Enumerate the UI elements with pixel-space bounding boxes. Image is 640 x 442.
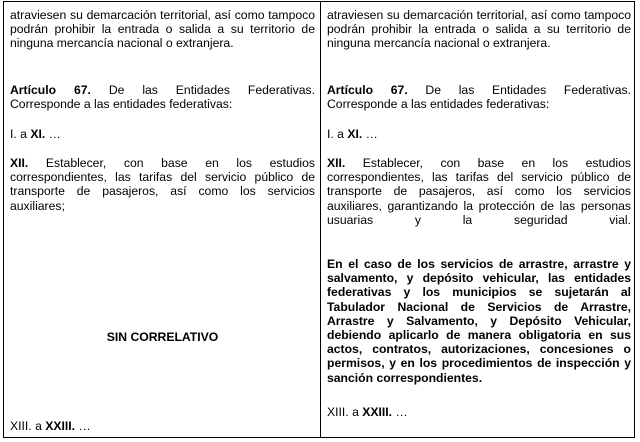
right-range2-tail: … (392, 405, 408, 419)
left-range-xiii-xxiii (10, 419, 315, 433)
right-article-67 (327, 83, 631, 111)
left-article-text: De las Entidades Federativas. Corresponde a las entidades federativas: (10, 83, 315, 112)
right-range2-label: XIII. (327, 405, 349, 419)
right-fraction-xii (327, 156, 631, 227)
left-xii-label: XII. (10, 156, 29, 170)
right-article-text: De las Entidades Federativas. Corresponde a las entidades federativas: (327, 83, 631, 112)
left-range2-tail: … (75, 419, 91, 433)
right-range-xiii-xxiii (327, 405, 631, 419)
right-range1-end: XI. (347, 127, 363, 141)
left-intro-paragraph: atraviesen su demarcación territorial, así como tampoco podrán prohibir la entrada o salida a su territorio de ninguna mercancía nacional o extranjera. (10, 8, 315, 51)
right-range1-tail: … (362, 127, 378, 141)
left-fraction-xii (10, 156, 315, 213)
comparison-table (3, 1, 635, 438)
right-range-i-xi (327, 127, 631, 141)
column-divider (320, 2, 321, 437)
right-range1-label: I. (327, 127, 334, 141)
right-range2-end: XXIII. (362, 405, 393, 419)
right-xii-text: Establecer, con base en los estudios correspondientes, las tarifas del servicio público de transporte de pasajeros, así como los servicios auxiliares, garantizando la protección de las personas usuarias y la seguridad vial. (327, 156, 631, 227)
right-column (327, 8, 631, 433)
left-xii-text: Establecer, con base en los estudios correspondientes, las tarifas del servicio público de transporte de pasajeros, así como los servicios auxiliares; (10, 156, 315, 213)
left-range2-end: XXIII. (45, 419, 76, 433)
left-range1-mid: a (16, 127, 31, 141)
left-range1-label: I. (10, 127, 17, 141)
right-article-label: Artículo 67. (327, 83, 408, 97)
right-range2-mid: a (348, 405, 363, 419)
left-article-label: Artículo 67. (10, 83, 91, 97)
left-range1-end: XI. (30, 127, 46, 141)
right-intro-paragraph: atraviesen su demarcación territorial, así como tampoco podrán prohibir la entrada o salida a su territorio de ninguna mercancía nacional o extranjera. (327, 8, 631, 51)
right-range1-mid: a (333, 127, 348, 141)
left-range1-tail: … (45, 127, 61, 141)
right-xii-label: XII. (327, 156, 346, 170)
sin-correlativo-label: SIN CORRELATIVO (106, 330, 219, 344)
left-range2-label: XIII. (10, 419, 32, 433)
left-range2-mid: a (31, 419, 46, 433)
left-column (10, 8, 315, 433)
left-range-i-xi (10, 127, 315, 141)
left-article-67 (10, 83, 315, 111)
right-new-paragraph: En el caso de los servicios de arrastre, arrastre y salvamento, y depósito vehicular, las entidades federativas y los municipios se sujetarán al Tabulador Nacional de Servicios de Arrastre, Arrastre y Salvamento, y Depósito Vehicular, debiendo aplicarlo de manera obligatoria en sus actos, contratos, autorizaciones, concesiones o permisos, y en los procedimientos de inspección y sanción correspondientes. (327, 257, 631, 385)
